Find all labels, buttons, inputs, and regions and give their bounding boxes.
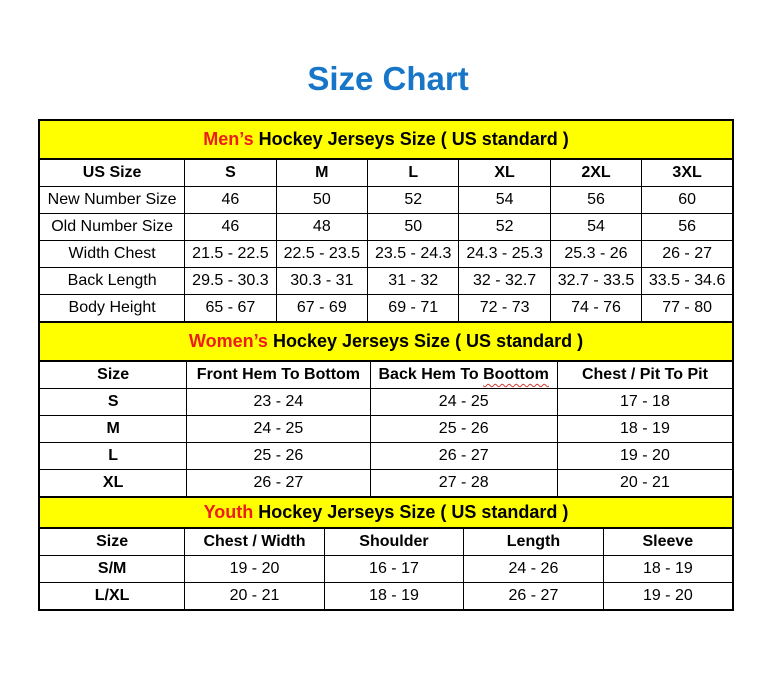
- mens-cell: 50: [276, 187, 367, 214]
- mens-cell: 46: [185, 214, 276, 241]
- womens-cell: 26 - 27: [187, 470, 370, 498]
- mens-cell: 24.3 - 25.3: [459, 241, 550, 268]
- mens-row: [39, 295, 733, 323]
- youth-row: [39, 556, 733, 583]
- womens-section-title-accent: Women’s: [188, 331, 268, 351]
- womens-row-label: M: [39, 416, 187, 443]
- youth-column-header: Chest / Width: [185, 528, 324, 556]
- mens-cell: 50: [368, 214, 459, 241]
- youth-table: [38, 527, 734, 611]
- mens-column-header: M: [276, 159, 367, 187]
- womens-row: [39, 416, 733, 443]
- mens-header-row: [39, 159, 733, 187]
- youth-column-header: Sleeve: [603, 528, 733, 556]
- youth-section-title-accent: Youth: [203, 502, 254, 522]
- mens-cell: 21.5 - 22.5: [185, 241, 276, 268]
- youth-cell: 20 - 21: [185, 583, 324, 611]
- youth-row-label: S/M: [39, 556, 185, 583]
- mens-cell: 69 - 71: [368, 295, 459, 323]
- youth-cell: 18 - 19: [324, 583, 463, 611]
- womens-column-header-misspelled-word: Boottom: [483, 366, 549, 383]
- mens-cell: 67 - 69: [276, 295, 367, 323]
- mens-column-header: 2XL: [550, 159, 641, 187]
- youth-cell: 18 - 19: [603, 556, 733, 583]
- youth-column-header: Length: [464, 528, 603, 556]
- mens-cell: 32 - 32.7: [459, 268, 550, 295]
- mens-cell: 74 - 76: [550, 295, 641, 323]
- youth-cell: 24 - 26: [464, 556, 603, 583]
- womens-row-label: S: [39, 389, 187, 416]
- youth-cell: 26 - 27: [464, 583, 603, 611]
- mens-cell: 31 - 32: [368, 268, 459, 295]
- womens-cell: 20 - 21: [557, 470, 733, 498]
- womens-section: [38, 321, 734, 498]
- womens-table: [38, 360, 734, 498]
- mens-row: [39, 268, 733, 295]
- womens-column-header-text: Back Hem To: [378, 366, 484, 383]
- youth-header-row: [39, 528, 733, 556]
- womens-cell: 23 - 24: [187, 389, 370, 416]
- womens-cell: 17 - 18: [557, 389, 733, 416]
- womens-cell: 24 - 25: [370, 389, 557, 416]
- womens-cell: 26 - 27: [370, 443, 557, 470]
- youth-section-title: [38, 496, 734, 529]
- mens-column-header: L: [368, 159, 459, 187]
- youth-cell: 16 - 17: [324, 556, 463, 583]
- mens-row-label: Back Length: [39, 268, 185, 295]
- womens-column-header: Chest / Pit To Pit: [557, 361, 733, 389]
- mens-cell: 77 - 80: [642, 295, 733, 323]
- mens-column-header: XL: [459, 159, 550, 187]
- mens-column-header: US Size: [39, 159, 185, 187]
- womens-cell: 18 - 19: [557, 416, 733, 443]
- mens-cell: 30.3 - 31: [276, 268, 367, 295]
- mens-cell: 33.5 - 34.6: [642, 268, 733, 295]
- mens-cell: 52: [368, 187, 459, 214]
- mens-cell: 26 - 27: [642, 241, 733, 268]
- mens-row: [39, 187, 733, 214]
- mens-cell: 72 - 73: [459, 295, 550, 323]
- mens-section: [38, 119, 734, 323]
- mens-cell: 54: [550, 214, 641, 241]
- mens-column-header: S: [185, 159, 276, 187]
- mens-row: [39, 241, 733, 268]
- size-chart: [38, 119, 734, 611]
- mens-cell: 29.5 - 30.3: [185, 268, 276, 295]
- womens-header-row: [39, 361, 733, 389]
- womens-section-title: [38, 321, 734, 362]
- youth-cell: 19 - 20: [603, 583, 733, 611]
- mens-cell: 54: [459, 187, 550, 214]
- womens-column-header: [370, 361, 557, 389]
- womens-row: [39, 470, 733, 498]
- mens-row: [39, 214, 733, 241]
- womens-row-label: L: [39, 443, 187, 470]
- youth-column-header: Shoulder: [324, 528, 463, 556]
- womens-row: [39, 389, 733, 416]
- mens-cell: 25.3 - 26: [550, 241, 641, 268]
- youth-cell: 19 - 20: [185, 556, 324, 583]
- womens-cell: 24 - 25: [187, 416, 370, 443]
- mens-section-title-accent: Men’s: [203, 129, 254, 149]
- womens-cell: 27 - 28: [370, 470, 557, 498]
- mens-row-label: Old Number Size: [39, 214, 185, 241]
- womens-row: [39, 443, 733, 470]
- womens-cell: 25 - 26: [187, 443, 370, 470]
- womens-cell: 25 - 26: [370, 416, 557, 443]
- youth-row-label: L/XL: [39, 583, 185, 611]
- womens-row-label: XL: [39, 470, 187, 498]
- mens-section-title-text: Hockey Jerseys Size ( US standard ): [253, 129, 569, 149]
- mens-cell: 23.5 - 24.3: [368, 241, 459, 268]
- youth-column-header: Size: [39, 528, 185, 556]
- mens-row-label: Body Height: [39, 295, 185, 323]
- mens-column-header: 3XL: [642, 159, 733, 187]
- mens-cell: 65 - 67: [185, 295, 276, 323]
- womens-cell: 19 - 20: [557, 443, 733, 470]
- womens-column-header: Front Hem To Bottom: [187, 361, 370, 389]
- mens-cell: 56: [550, 187, 641, 214]
- mens-cell: 22.5 - 23.5: [276, 241, 367, 268]
- youth-section: [38, 496, 734, 611]
- womens-section-title-text: Hockey Jerseys Size ( US standard ): [267, 331, 584, 351]
- mens-cell: 48: [276, 214, 367, 241]
- mens-cell: 32.7 - 33.5: [550, 268, 641, 295]
- mens-section-title: [38, 119, 734, 160]
- womens-column-header: Size: [39, 361, 187, 389]
- mens-cell: 56: [642, 214, 733, 241]
- youth-row: [39, 583, 733, 611]
- mens-table: [38, 158, 734, 323]
- mens-row-label: Width Chest: [39, 241, 185, 268]
- page-title: Size Chart: [307, 60, 469, 97]
- mens-row-label: New Number Size: [39, 187, 185, 214]
- youth-section-title-text: Hockey Jerseys Size ( US standard ): [253, 502, 569, 522]
- mens-cell: 52: [459, 214, 550, 241]
- mens-cell: 60: [642, 187, 733, 214]
- mens-cell: 46: [185, 187, 276, 214]
